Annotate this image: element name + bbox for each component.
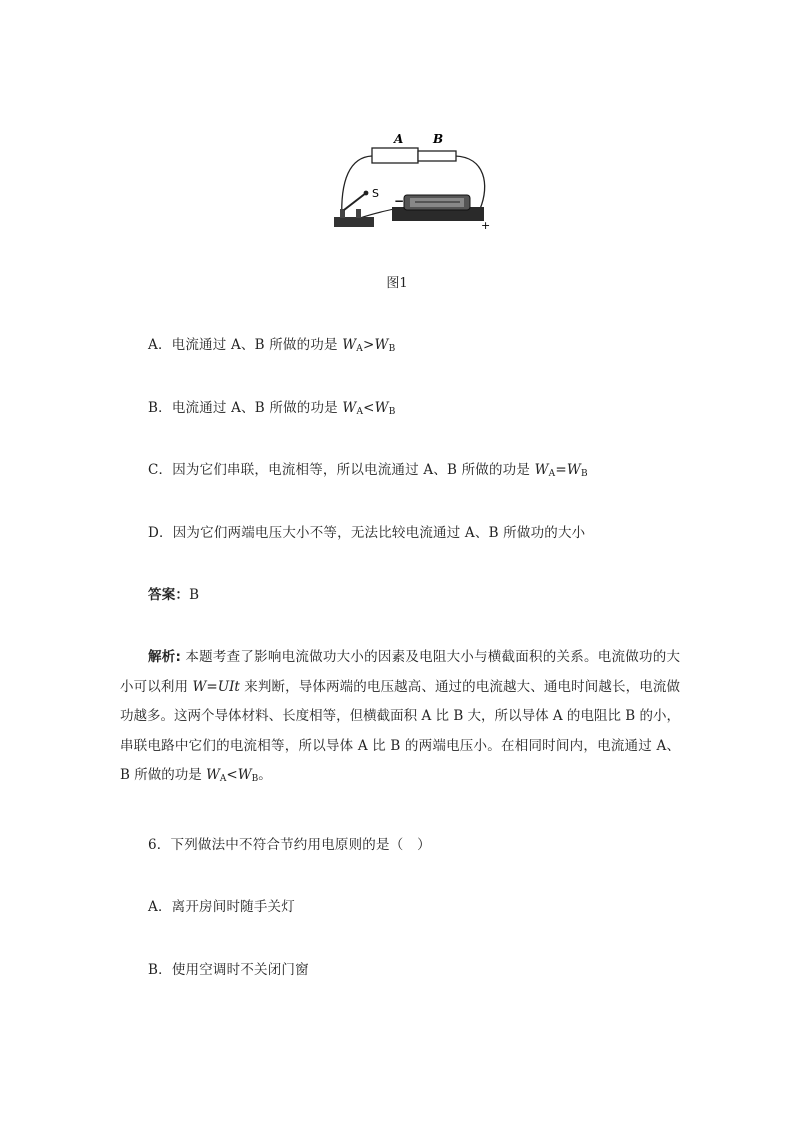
label-plus: + (481, 219, 491, 232)
label-b: B (433, 132, 444, 146)
conductor-b (418, 151, 456, 161)
answer-label: 答案： (148, 587, 190, 603)
circuit-figure (320, 125, 500, 237)
question-6-stem: 6．下列做法中不符合节约用电原则的是（ ） (148, 837, 431, 853)
option-c: C．因为它们串联，电流相等，所以电流通过 A、B 所做的功是 $W_A=W_B$ (148, 462, 588, 479)
question-6-option-a: A．离开房间时随手关灯 (148, 899, 295, 915)
option-b: B．电流通过 A、B 所做的功是 $W_A<W_B$ (148, 400, 396, 417)
switch-base (334, 217, 374, 227)
option-a: A．电流通过 A、B 所做的功是 $W_A>W_B$ (148, 337, 396, 354)
answer (148, 583, 199, 603)
label-a: A (394, 132, 404, 146)
label-minus: − (394, 194, 405, 208)
conductor-a (372, 148, 418, 163)
figure-caption: 图1 (386, 276, 408, 291)
analysis-label: 解析: (148, 649, 181, 665)
formula: W=UIt (192, 678, 240, 695)
option-d: D．因为它们两端电压大小不等，无法比较电流通过 A、B 所做功的大小 (148, 525, 586, 541)
question-6-option-b: B．使用空调时不关闭门窗 (148, 962, 309, 978)
answer-value: B (189, 587, 200, 603)
analysis-paragraph: 解析: 本题考查了影响电流做功大小的因素及电阻大小与横截面积的关系。电流做功的大小可以利用 W=UIt 来判断，导体两端的电压越高、通过的电流越大、通电时间越长，电流做功越多。这两个导体材料、长度相等，但横截面积 A 比 B 大，所以导体 A 的电阻比 B 的小，串联电路中它们的电流相等，所以导体 A 比 B 的两端电压小。在相同时间内，电流通过 A、B 所做的功是 $W_A<W_B$。 (120, 649, 680, 784)
label-s: S (372, 187, 379, 200)
